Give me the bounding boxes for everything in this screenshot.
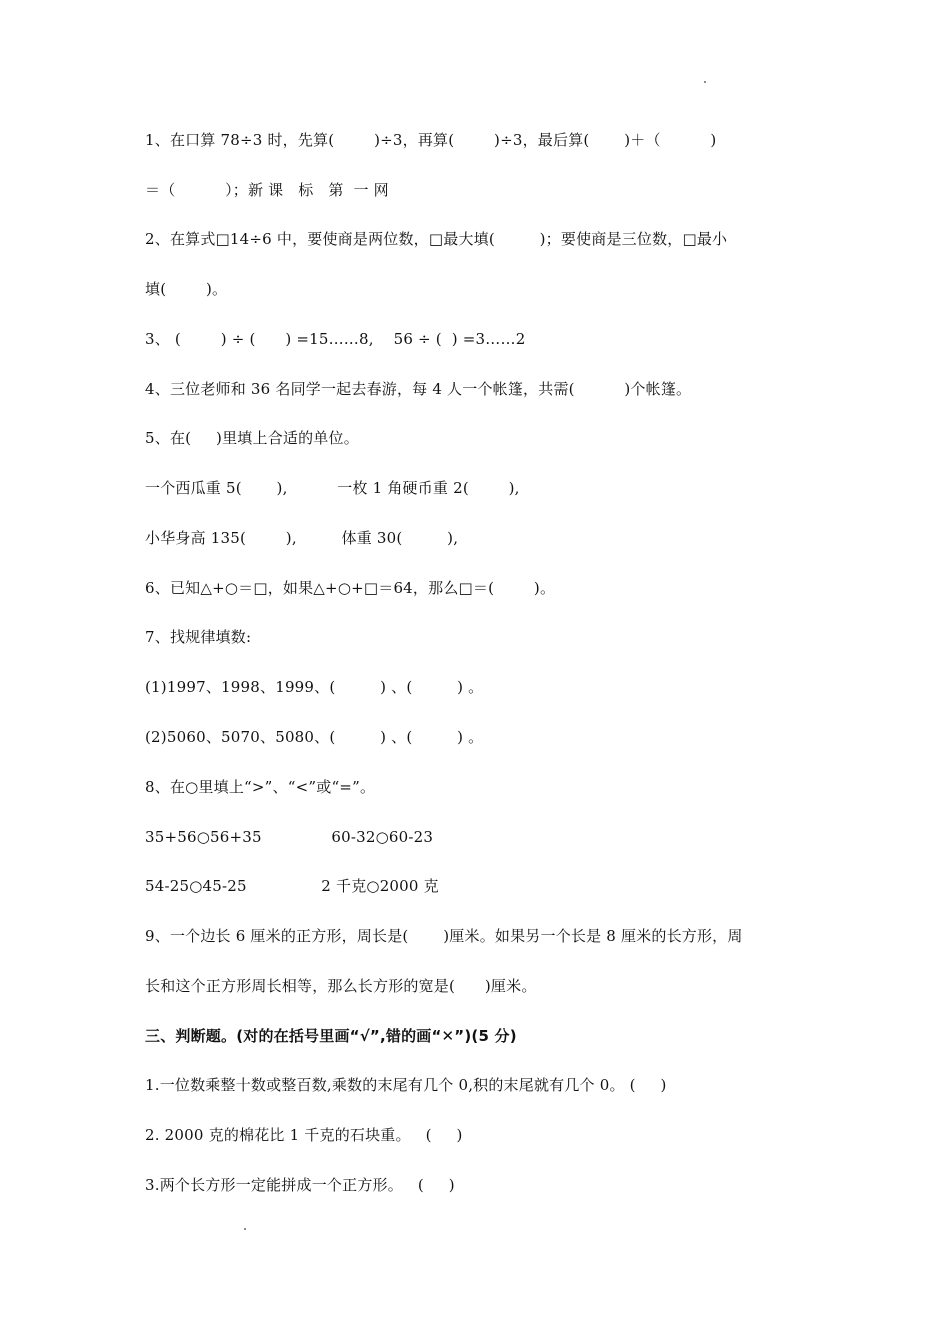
decorative-dot [244, 1228, 246, 1230]
q7-sub-2: (2)5060、5070、5080、( ) 、( ) 。 [145, 728, 484, 746]
q3-line: 3、 ( ) ÷ ( ) =15……8, 56 ÷ ( ) =3……2 [145, 330, 526, 348]
q2-line-1: 2、在算式□14÷6 中，要使商是两位数，□最大填( )；要使商是三位数，□最小 [145, 230, 728, 248]
q6-line: 6、已知△+○＝□，如果△+○+□＝64，那么□＝( )。 [145, 579, 556, 597]
q1-line-2: ＝（ ）；新 课 标 第 一 网 [145, 181, 389, 199]
q7-sub-1: (1)1997、1998、1999、( ) 、( ) 。 [145, 678, 484, 696]
q2-line-2: 填( )。 [145, 280, 228, 298]
q8-line: 8、在○里填上“>”、“<”或“=”。 [145, 778, 376, 796]
q8-sub-2: 54-25○45-25 2 千克○2000 克 [145, 877, 439, 895]
section-3-heading: 三、判断题。(对的在括号里画“√”,错的画“✕”)(5 分) [145, 1027, 517, 1045]
q1-line-1: 1、在口算 78÷3 时，先算( )÷3，再算( )÷3，最后算( )＋（ ) [145, 131, 717, 149]
q9-line-1: 9、一个边长 6 厘米的正方形，周长是( )厘米。如果另一个长是 8 厘米的长方形，周 [145, 927, 743, 945]
q4-line: 4、三位老师和 36 名同学一起去春游，每 4 人一个帐篷，共需( )个帐篷。 [145, 380, 692, 398]
judge-item-3: 3.两个长方形一定能拼成一个正方形。 ( ) [145, 1176, 455, 1194]
judge-item-2: 2. 2000 克的棉花比 1 千克的石块重。 ( ) [145, 1126, 463, 1144]
q8-sub-1: 35+56○56+35 60-32○60-23 [145, 828, 434, 846]
q5-sub-2: 小华身高 135( ), 体重 30( ), [145, 529, 459, 547]
q5-line: 5、在( )里填上合适的单位。 [145, 429, 359, 447]
decorative-dot [704, 81, 706, 83]
judge-item-1: 1.一位数乘整十数或整百数,乘数的末尾有几个 0,积的末尾就有几个 0。 ( ) [145, 1076, 667, 1094]
q5-sub-1: 一个西瓜重 5( ), 一枚 1 角硬币重 2( ), [145, 479, 520, 497]
q9-line-2: 长和这个正方形周长相等，那么长方形的宽是( )厘米。 [145, 977, 537, 995]
q7-line: 7、找规律填数: [145, 628, 252, 646]
